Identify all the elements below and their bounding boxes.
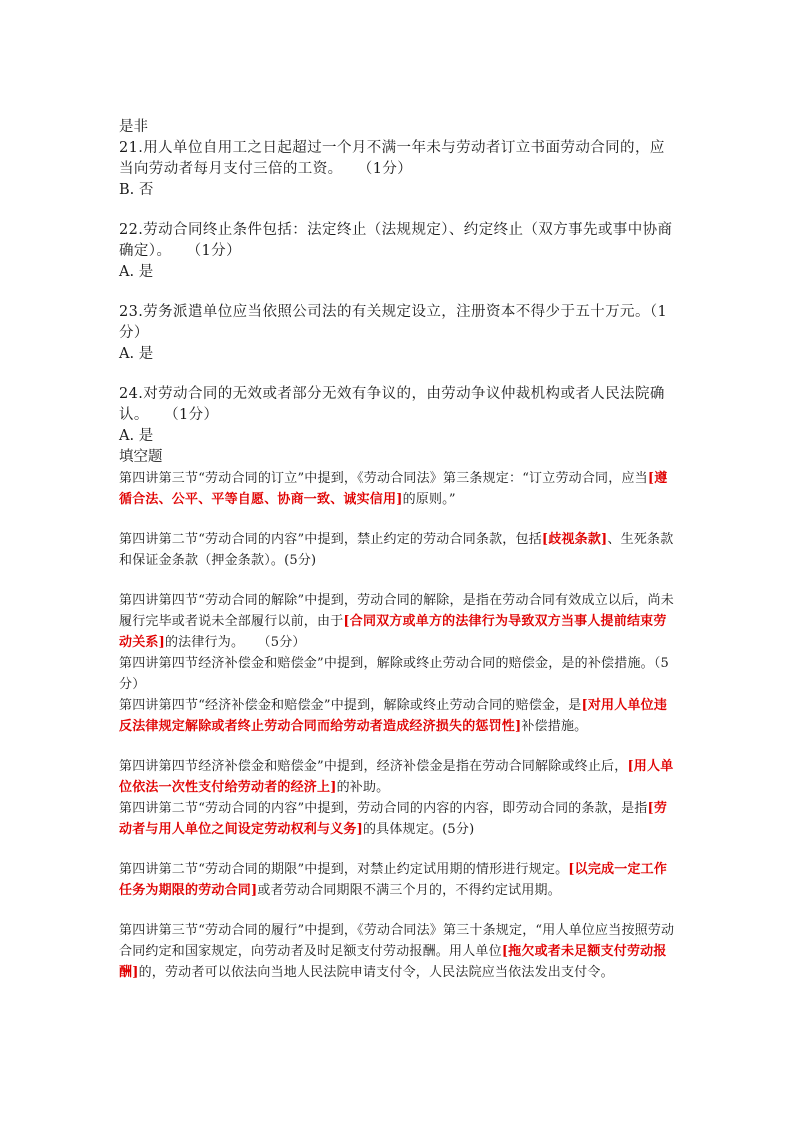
question-answer: A. 是 [119, 428, 154, 444]
section-truefalse-title: 是非 [119, 119, 148, 135]
fill-answer: [用人单位依法一次性支付给劳动者的经济上] [119, 759, 674, 795]
fill-text: 、生死条款和保证金条款（押金条款）。(5分) [119, 532, 674, 568]
fill-text: 第四讲第四节经济补偿金和赔偿金”中提到，经济补偿金是指在劳动合同解除或终止后， [119, 759, 628, 774]
fill-item [119, 756, 679, 798]
fill-text: 的法律行为。 （5分） [164, 635, 306, 650]
question-answer: A. 是 [119, 264, 154, 280]
fill-text: 第四讲第二节“劳动合同的内容”中提到，禁止约定的劳动合同条款，包括 [119, 532, 542, 547]
fill-text: 第四讲第二节“劳动合同的内容”中提到，劳动合同的内容的内容，即劳动合同的条款，是指 [119, 801, 648, 816]
fill-text: 第四讲第三节“劳动合同的订立”中提到，《劳动合同法》第三条规定：“订立劳动合同，应当 [119, 471, 648, 486]
fill-text: 第四讲第四节“经济补偿金和赔偿金”中提到，解除或终止劳动合同的赔偿金，是 [119, 698, 582, 713]
fill-answer: [拖欠或者未足额支付劳动报酬] [119, 944, 667, 980]
fill-text: 或者劳动合同期限不满三个月的，不得约定试用期。 [257, 883, 561, 898]
fill-answer: [合同双方或单方的法律行为导致双方当事人提前结束劳动关系] [119, 614, 667, 650]
question-text: 22.劳动合同终止条件包括：法定终止（法规规定）、约定终止（双方事先或事中协商确定）。 （1分） [119, 222, 673, 259]
fill-text: 的原则。” [402, 492, 456, 507]
fill-text: 第四讲第四节“劳动合同的解除”中提到，劳动合同的解除，是指在劳动合同有效成立以后，尚未履行完毕或者说未全部履行以前，由于 [119, 593, 674, 629]
fill-answer: [对用人单位违反法律规定解除或者终止劳动合同而给劳动者造成经济损失的惩罚性] [119, 698, 668, 734]
fill-item [119, 695, 679, 737]
fill-answer: [以完成一定工作任务为期限的劳动合同] [119, 862, 668, 898]
fill-answer: [劳动者与用人单位之间设定劳动权利与义务] [119, 801, 668, 837]
question-text: 24.对劳动合同的无效或者部分无效有争议的，由劳动争议仲裁机构或者人民法院确认。 （1分） [119, 386, 665, 423]
fill-item [119, 859, 679, 901]
fill-answer: [歧视条款] [541, 532, 608, 547]
document-page [119, 117, 679, 983]
section-fill-title: 填空题 [119, 449, 163, 465]
fill-text: 第四讲第三节“劳动合同的履行”中提到，《劳动合同法》第三十条规定，“用人单位应当按照劳动合同约定和国家规定，向劳动者及时足额支付劳动报酬。用人单位 [119, 923, 675, 959]
fill-text: 第四讲第四节经济补偿金和赔偿金”中提到，解除或终止劳动合同的赔偿金，是的补偿措施。（5分） [119, 656, 670, 692]
fill-item [119, 529, 679, 571]
question-text: 21.用人单位自用工之日起超过一个月不满一年未与劳动者订立书面劳动合同的，应当向劳动者每月支付三倍的工资。 （1分） [119, 140, 665, 177]
fill-text: 第四讲第二节“劳动合同的期限”中提到，对禁止约定试用期的情形进行规定。 [119, 862, 569, 877]
fill-text: 的，劳动者可以依法向当地人民法院申请支付令，人民法院应当依法发出支付令。 [138, 965, 614, 980]
fill-text: 补偿措施。 [521, 719, 588, 734]
question-answer: B. 否 [119, 182, 154, 198]
fill-item [119, 798, 679, 840]
fill-answer: [遵循合法、公平、平等自愿、协商一致、诚实信用] [119, 471, 668, 507]
fill-item [119, 590, 679, 653]
question-text: 23.劳务派遣单位应当依照公司法的有关规定设立，注册资本不得少于五十万元。（1分） [119, 304, 668, 341]
fill-item [119, 653, 679, 695]
fill-item [119, 920, 679, 983]
fill-item [119, 468, 679, 510]
fill-text: 的补助。 [336, 780, 390, 795]
question-answer: A. 是 [119, 346, 154, 362]
fill-text: 的具体规定。(5分) [362, 822, 475, 837]
